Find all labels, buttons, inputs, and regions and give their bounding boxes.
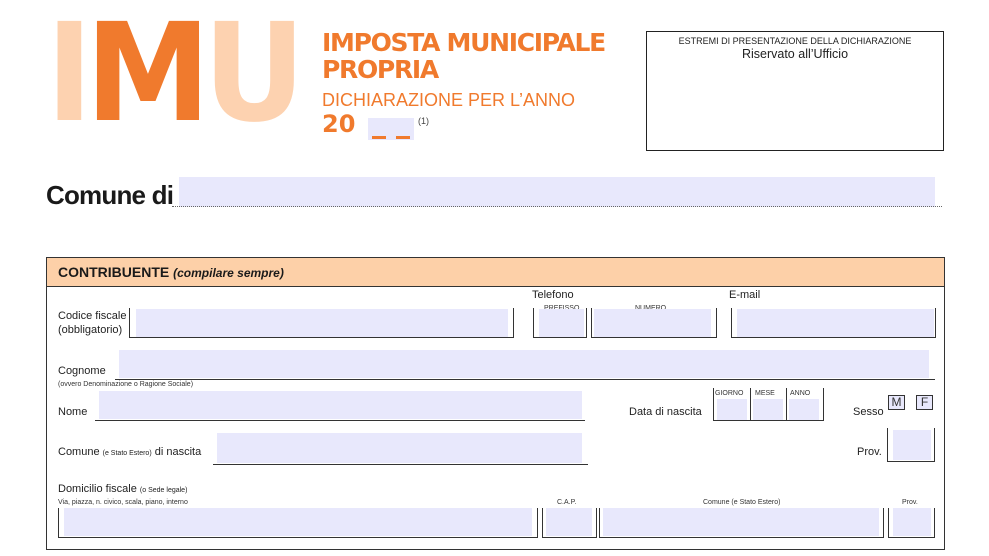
prefisso-input[interactable] xyxy=(539,309,584,337)
field-tick xyxy=(716,308,717,338)
comune-nascita-input[interactable] xyxy=(217,433,582,463)
prov-nascita-line xyxy=(887,461,935,462)
field-tick xyxy=(935,308,936,338)
field-tick xyxy=(713,388,714,420)
comune-label: Comune di xyxy=(46,180,174,210)
cap-input[interactable] xyxy=(546,508,592,536)
cognome-label: Cognome xyxy=(58,365,106,377)
contribuente-title-text: CONTRIBUENTE xyxy=(58,264,170,280)
cap-label: C.A.P. xyxy=(557,499,577,506)
giorno-label: GIORNO xyxy=(715,390,744,397)
field-tick xyxy=(888,508,889,538)
codice-fiscale-input[interactable] xyxy=(136,309,508,337)
svg-text:IMU xyxy=(46,2,306,122)
cognome-note: (ovvero Denominazione o Ragione Sociale) xyxy=(58,381,194,388)
comune-nascita-label xyxy=(58,446,201,458)
sesso-f-checkbox[interactable]: F xyxy=(916,395,933,410)
nome-input[interactable] xyxy=(99,391,582,419)
prov-nascita-input[interactable] xyxy=(893,430,931,460)
cognome-line xyxy=(115,379,935,380)
sesso-m-checkbox[interactable]: M xyxy=(888,395,905,410)
title-line-1: IMPOSTA MUNICIPALE xyxy=(322,28,605,57)
prov-domicilio-input[interactable] xyxy=(893,508,931,536)
reserved-office-box xyxy=(646,31,944,151)
data-nascita-line xyxy=(713,420,824,421)
comune-domicilio-input[interactable] xyxy=(603,508,879,536)
field-tick xyxy=(750,388,751,420)
email-input[interactable] xyxy=(737,309,934,337)
telefono-label: Telefono xyxy=(532,289,574,301)
field-tick xyxy=(537,508,538,538)
contribuente-title-sub: (compilare sempre) xyxy=(173,266,284,280)
anno-label: ANNO xyxy=(790,390,811,397)
prov-small-label: Prov. xyxy=(902,499,918,506)
email-line xyxy=(731,337,936,338)
comune-nascita-label-c: di nascita xyxy=(154,446,202,458)
codice-fiscale-line xyxy=(129,337,514,338)
field-tick xyxy=(533,308,534,338)
prov-nascita-label: Prov. xyxy=(857,446,882,458)
comune-domicilio-line xyxy=(599,537,884,538)
comune-dotted-line xyxy=(172,206,942,207)
year-prefix: 20 xyxy=(322,110,356,138)
prefisso-line xyxy=(533,337,587,338)
codice-fiscale-label: Codice fiscale xyxy=(58,310,127,322)
field-tick xyxy=(513,308,514,338)
subtitle: DICHIARAZIONE PER L’ANNO xyxy=(322,90,576,110)
domicilio-label-text: Domicilio fiscale xyxy=(58,483,137,495)
field-tick xyxy=(731,308,732,338)
field-tick xyxy=(596,508,597,538)
numero-line xyxy=(591,337,717,338)
reserved-label: Riservato all’Ufficio xyxy=(741,47,849,61)
contribuente-header xyxy=(47,258,944,287)
logo-letter-i: I xyxy=(46,2,89,122)
domicilio-label xyxy=(58,483,187,495)
comune-estero-label: Comune (e Stato Estero) xyxy=(703,499,781,506)
comune-nascita-label-b: (e Stato Estero) xyxy=(102,450,152,457)
field-tick xyxy=(599,508,600,538)
field-tick xyxy=(129,308,130,338)
cognome-input[interactable] xyxy=(119,350,929,378)
field-tick xyxy=(887,428,888,461)
field-tick xyxy=(786,388,787,420)
field-tick xyxy=(591,308,592,338)
field-tick xyxy=(883,508,884,538)
cap-line xyxy=(542,537,597,538)
field-tick xyxy=(58,508,59,538)
nome-label: Nome xyxy=(58,406,88,418)
sesso-label: Sesso xyxy=(853,406,884,418)
year-digit-underline xyxy=(396,136,410,139)
field-tick xyxy=(934,508,935,538)
comune-nascita-label-a: Comune xyxy=(58,446,100,458)
anno-input[interactable] xyxy=(789,399,819,420)
logo-letter-m: M xyxy=(85,2,213,122)
numero-input[interactable] xyxy=(594,309,711,337)
reserved-caption: ESTREMI DI PRESENTAZIONE DELLA DICHIARAZIONE xyxy=(678,36,912,46)
field-tick xyxy=(542,508,543,538)
nome-line xyxy=(95,420,585,421)
title-line-2: PROPRIA xyxy=(322,55,438,84)
data-nascita-label: Data di nascita xyxy=(629,406,702,418)
domicilio-note: (o Sede legale) xyxy=(139,487,188,494)
comune-input[interactable] xyxy=(179,177,935,207)
contribuente-title xyxy=(58,264,284,280)
logo-letter-u: U xyxy=(203,2,306,122)
prov-domicilio-line xyxy=(888,537,935,538)
contribuente-section xyxy=(46,257,945,550)
comune-nascita-line xyxy=(213,464,588,465)
field-tick xyxy=(823,388,824,420)
field-tick xyxy=(586,308,587,338)
codice-fiscale-note: (obbligatorio) xyxy=(58,324,123,336)
imu-logo xyxy=(46,2,306,122)
via-line xyxy=(58,537,538,538)
via-label: Via, piazza, n. civico, scala, piano, interno xyxy=(58,499,188,506)
email-label: E-mail xyxy=(729,289,761,301)
year-footnote: (1) xyxy=(418,116,429,126)
mese-input[interactable] xyxy=(753,399,783,420)
field-tick xyxy=(934,428,935,461)
mese-label: MESE xyxy=(755,390,775,397)
year-digit-underline xyxy=(372,136,386,139)
via-input[interactable] xyxy=(64,508,532,536)
giorno-input[interactable] xyxy=(717,399,747,420)
